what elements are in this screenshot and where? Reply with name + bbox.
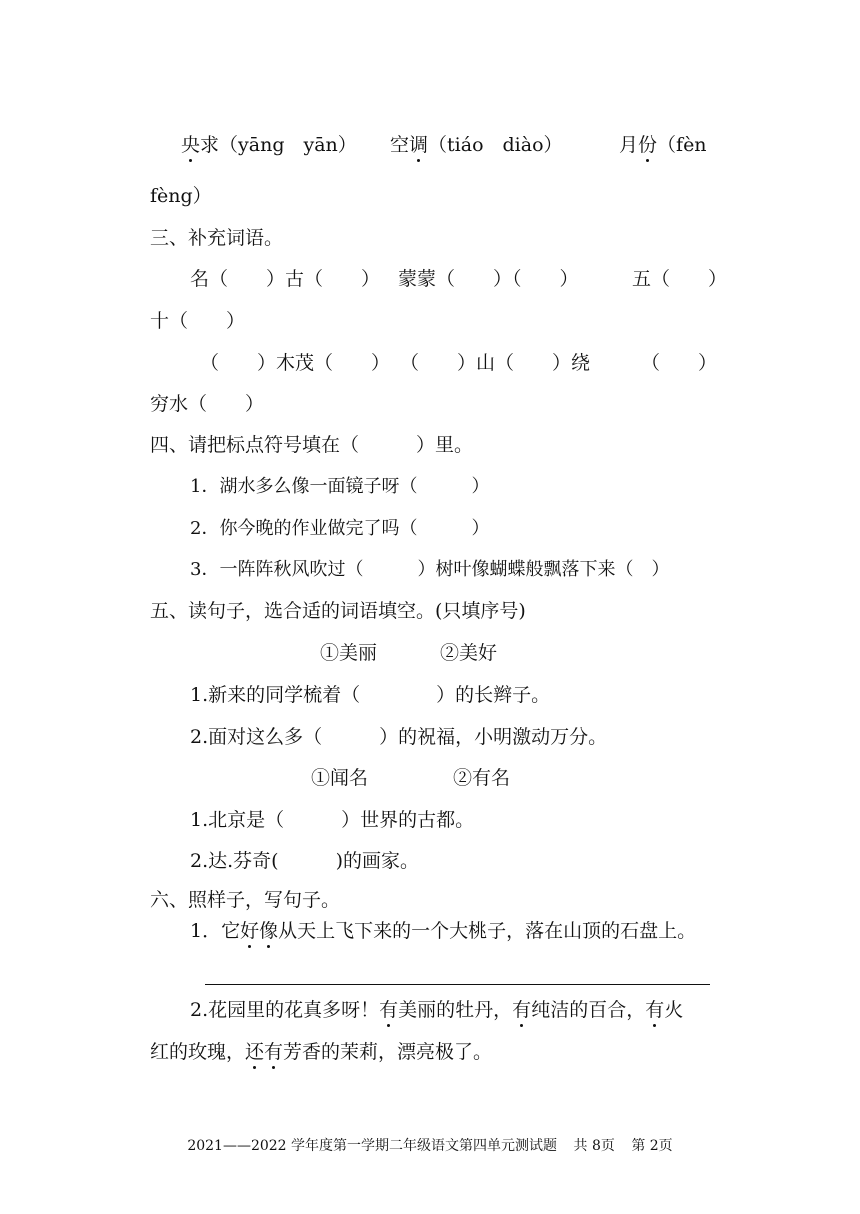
pinyin-wrap: fèng）: [150, 185, 212, 207]
pinyin-item-kongtiao: 空调（tiáo diào）: [390, 134, 563, 156]
idiom-fill-1b: 蒙蒙（ ）（ ）: [398, 268, 579, 290]
word-option-3: ①闻名: [311, 767, 369, 789]
section-3-title: 三、补充词语。: [150, 227, 284, 249]
word-option-1: ①美丽: [320, 642, 378, 664]
idiom-fill-2b: （ ）山（ ）绕: [400, 352, 591, 374]
section-6-title: 六、照样子，写句子。: [150, 889, 341, 911]
punctuation-item-3: 3．一阵阵秋风吹过（ ）树叶像蝴蝶般飘落下来（ ）: [190, 559, 670, 580]
word-option-4: ②有名: [453, 767, 511, 789]
idiom-fill-2-wrap: 穷水（ ）: [150, 393, 265, 415]
pinyin-row: [181, 132, 357, 158]
choice-sentence-3: 1.北京是（ ）世界的古都。: [190, 809, 475, 831]
idiom-fill-1c: 五（ ）: [632, 268, 728, 290]
footer-page-number: 第 2页: [631, 1138, 673, 1154]
word-option-2: ②美好: [440, 642, 498, 664]
example-sentence-2: 2.花园里的花真多呀！有美丽的牡丹，有纯洁的百合，有火: [190, 999, 684, 1021]
punctuation-item-2: 2．你今晚的作业做完了吗（ ）: [190, 518, 490, 539]
idiom-fill-1-wrap: 十（ ）: [150, 310, 246, 332]
example-sentence-1: 1．它好像从天上飞下来的一个大桃子，落在山顶的石盘上。: [190, 920, 697, 942]
footer-title: 2021——2022 学年度第一学期二年级语文第四单元测试题: [187, 1138, 558, 1154]
pinyin-item-yangqiu: 央求（yāng yān）: [181, 134, 357, 156]
choice-sentence-2: 2.面对这么多（ ）的祝福，小明激动万分。: [190, 726, 608, 748]
footer-total-pages: 共 8页: [573, 1138, 615, 1154]
page-footer: [0, 1135, 860, 1155]
section-5-title: 五、读句子，选合适的词语填空。(只填序号): [150, 600, 526, 622]
answer-line[interactable]: [205, 984, 710, 985]
punctuation-item-1: 1．湖水多么像一面镜子呀（ ）: [190, 476, 490, 497]
idiom-fill-1a: 名（ ）古（ ）: [190, 268, 381, 290]
idiom-fill-2a: （ ）木茂（ ）: [200, 352, 391, 374]
section-4-title: 四、请把标点符号填在（ ）里。: [150, 434, 474, 456]
choice-sentence-1: 1.新来的同学梳着（ ）的长辫子。: [190, 684, 551, 706]
pinyin-item-yuefen: 月份（fèn: [619, 134, 707, 156]
example-sentence-2-wrap: 红的玫瑰，还有芳香的茉莉，漂亮极了。: [150, 1041, 493, 1063]
idiom-fill-2c: （ ）: [641, 352, 718, 374]
choice-sentence-4: 2.达.芬奇( )的画家。: [190, 850, 419, 872]
